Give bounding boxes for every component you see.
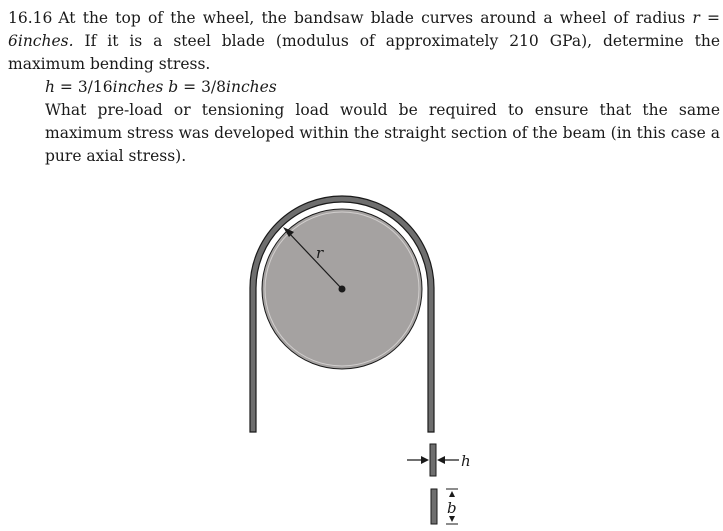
given-h-symbol: h xyxy=(45,78,55,96)
blade-thickness-section xyxy=(430,444,436,476)
thickness-right-arrowhead xyxy=(437,456,445,464)
wheel-center-dot xyxy=(339,286,346,293)
problem-text-1b: If it is a steel blade (modulus of approximately 210 GPa), determine the maximum bending stress. xyxy=(8,32,720,73)
radius-label: r xyxy=(316,244,324,262)
radius-value: 6inches. xyxy=(8,32,74,50)
given-b-symbol: b xyxy=(163,78,179,96)
equals-sign: = xyxy=(699,9,721,27)
width-label: b xyxy=(447,499,457,517)
blade-width-section xyxy=(431,489,437,524)
problem-text-1a: At the top of the wheel, the bandsaw blade curves around a wheel of radius xyxy=(58,9,693,27)
given-b-value: = 3/8 xyxy=(178,78,227,96)
problem-number: 16.16 xyxy=(8,9,53,27)
given-h-value: = 3/16 xyxy=(54,78,113,96)
thickness-label: h xyxy=(461,452,471,470)
width-top-arrowhead xyxy=(449,491,455,497)
given-h-unit: inches xyxy=(112,78,164,96)
thickness-left-arrowhead xyxy=(421,456,429,464)
radius-symbol: r xyxy=(692,9,700,27)
problem-paragraph-2: What pre-load or tensioning load would be required to ensure that the same maximum stress was developed within the straight section of the beam (in this case a pure axial stress). xyxy=(45,101,720,165)
given-b-unit: inches xyxy=(226,78,277,96)
